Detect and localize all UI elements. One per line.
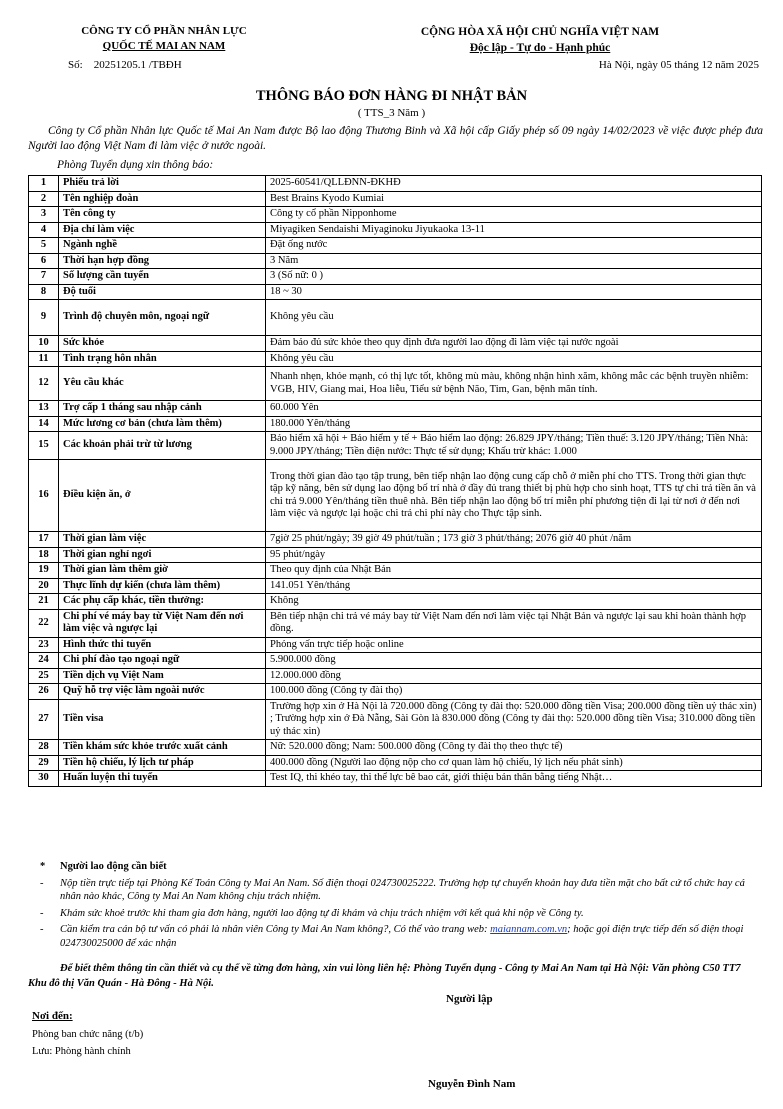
row-number: 4 (29, 222, 59, 238)
nation-title: CỘNG HÒA XÃ HỘI CHỦ NGHĨA VIỆT NAM (420, 26, 660, 38)
row-label: Huấn luyện thi tuyển (59, 771, 266, 787)
asterisk-icon: * (40, 861, 46, 872)
notes-heading (38, 860, 758, 874)
table-row (29, 416, 762, 432)
row-number: 25 (29, 668, 59, 684)
row-number: 7 (29, 269, 59, 285)
document-date: Hà Nội, ngày 05 tháng 12 năm 2025 (598, 59, 759, 71)
row-number: 28 (29, 740, 59, 756)
row-label: Độ tuổi (59, 284, 266, 300)
row-label: Thời hạn hợp đồng (59, 253, 266, 269)
table-row (29, 740, 762, 756)
table-row (29, 684, 762, 700)
signer-name: Nguyễn Đình Nam (428, 1078, 516, 1090)
row-label: Mức lương cơ bản (chưa làm thêm) (59, 416, 266, 432)
row-number: 6 (29, 253, 59, 269)
row-label: Tên nghiệp đoàn (59, 191, 266, 207)
table-row (29, 594, 762, 610)
row-label: Trợ cấp 1 tháng sau nhập cảnh (59, 401, 266, 417)
company-header (44, 24, 284, 54)
note-item (38, 877, 758, 904)
row-value: 5.900.000 đồng (266, 653, 762, 669)
document-subtitle: ( TTS_3 Năm ) (357, 107, 426, 119)
row-value: 400.000 đồng (Người lao động nộp cho cơ quan làm hộ chiếu, lý lịch nếu phát sinh) (266, 755, 762, 771)
row-value: Không yêu cầu (266, 351, 762, 367)
row-value: Trong thời gian đào tạo tập trung, bên tiếp nhận lao động cung cấp chỗ ở miễn phí cho TTS. Trong thời gian thực tập kỹ năng, bên sử dụng lao động bố trí nhà ở đầy đủ trang thiết bị phù hợp cho sinh hoạt, TTS tự chi trả tiền ăn và chi trả 9.000 Yên/tháng tiền thuê nhà. Bên tiếp nhận lao động bố trí miễn phí phương tiện đi lại từ nơi ở đến nơi làm việc và ngược lại hoặc chi trả chi phí này cho Thực tập sinh. (266, 460, 762, 532)
row-number: 20 (29, 578, 59, 594)
row-value: 95 phút/ngày (266, 547, 762, 563)
row-label: Chi phí đào tạo ngoại ngữ (59, 653, 266, 669)
table-row (29, 336, 762, 352)
table-row (29, 207, 762, 223)
row-value: Nữ: 520.000 đồng; Nam: 500.000 đồng (Công ty đài thọ theo thực tế) (266, 740, 762, 756)
notes-heading-text: Người lao động cần biết (60, 861, 167, 872)
recipient-item: Lưu: Phòng hành chính (32, 1046, 131, 1057)
row-number: 8 (29, 284, 59, 300)
contact-paragraph: Để biết thêm thông tin cần thiết và cụ thể về từng đơn hàng, xin vui lòng liên hệ: Phòng Tuyển dụng - Công ty Mai An Nam tại Hà Nội: Văn phòng C50 TT7 Khu đô thị Văn Quán - Hà Đông - Hà Nội. (28, 963, 741, 989)
table-row (29, 222, 762, 238)
row-label: Số lượng cần tuyển (59, 269, 266, 285)
row-value: 12.000.000 đồng (266, 668, 762, 684)
row-value: 3 (Số nữ: 0 ) (266, 269, 762, 285)
row-label: Trình độ chuyên môn, ngoại ngữ (59, 300, 266, 336)
row-value: Miyagiken Sendaishi Miyaginoku Jiyukaoka 13-11 (266, 222, 762, 238)
row-number: 21 (29, 594, 59, 610)
row-number: 26 (29, 684, 59, 700)
table-row (29, 653, 762, 669)
document-number (68, 59, 182, 71)
table-row (29, 284, 762, 300)
recipients-label: Nơi đến: (32, 1010, 73, 1022)
table-row (29, 460, 762, 532)
table-row (29, 609, 762, 637)
table-row (29, 547, 762, 563)
table-row (29, 351, 762, 367)
nation-motto: Độc lập - Tự do - Hạnh phúc (469, 42, 611, 54)
row-number: 12 (29, 367, 59, 401)
row-label: Các khoản phải trừ từ lương (59, 432, 266, 460)
row-value: Không yêu cầu (266, 300, 762, 336)
table-row (29, 432, 762, 460)
table-row (29, 532, 762, 548)
nation-header (370, 24, 710, 56)
row-value: 7giờ 25 phút/ngày; 39 giờ 49 phút/tuần ; 173 giờ 3 phút/tháng; 2076 giờ 40 phút /năm (266, 532, 762, 548)
table-row (29, 238, 762, 254)
note-item-text: Khám sức khoẻ trước khi tham gia đơn hàng, người lao động tự đi khám và chịu trách nhiệm với kết quả khi nộp về Công ty. (60, 907, 584, 919)
row-label: Tiền dịch vụ Việt Nam (59, 668, 266, 684)
table-row (29, 578, 762, 594)
row-number: 17 (29, 532, 59, 548)
note-item-text: Nộp tiền trực tiếp tại Phòng Kế Toán Công ty Mai An Nam. Số điện thoại 024730025222. Trường hợp tự chuyển khoản hay đưa tiền mặt cho bất cứ tổ chức hay cá nhân nào khác, Công ty Mai An Nam không chịu trách nhiệm. (60, 877, 745, 902)
prepared-by-label: Người lập (446, 993, 493, 1005)
row-number: 18 (29, 547, 59, 563)
bullet-dash-icon: - (40, 877, 44, 889)
row-label: Tiền khám sức khỏe trước xuất cảnh (59, 740, 266, 756)
row-label: Thời gian làm thêm giờ (59, 563, 266, 579)
row-label: Địa chỉ làm việc (59, 222, 266, 238)
document-number-label: Số: (68, 59, 83, 71)
row-value: Công ty cổ phần Nipponhome (266, 207, 762, 223)
bullet-dash-icon: - (40, 924, 44, 935)
row-number: 16 (29, 460, 59, 532)
row-value: 60.000 Yên (266, 401, 762, 417)
row-value: 18 ~ 30 (266, 284, 762, 300)
row-value: Đảm bảo đủ sức khỏe theo quy định đưa người lao động đi làm việc tại nước ngoài (266, 336, 762, 352)
row-number: 23 (29, 637, 59, 653)
table-row (29, 269, 762, 285)
order-details-table (28, 175, 762, 787)
table-row (29, 367, 762, 401)
row-value: Không (266, 594, 762, 610)
row-value: Nhanh nhẹn, khỏe mạnh, có thị lực tốt, không mù màu, không nhận hình xăm, không mắc các bệnh truyền nhiễm: VGB, HIV, Giang mai, Hoa liễu, Tiểu sử bệnh Não, Tim, Gan, bệnh mãn tính. (266, 367, 762, 401)
row-number: 30 (29, 771, 59, 787)
row-value: 2025-60541/QLLĐNN-ĐKHĐ (266, 176, 762, 192)
document-title: THÔNG BÁO ĐƠN HÀNG ĐI NHẬT BẢN (255, 88, 528, 104)
row-number: 29 (29, 755, 59, 771)
bullet-dash-icon: - (40, 907, 44, 919)
row-value: Theo quy định của Nhật Bản (266, 563, 762, 579)
row-label: Ngành nghề (59, 238, 266, 254)
row-number: 22 (29, 609, 59, 637)
row-number: 27 (29, 699, 59, 740)
document-number-value: 20251205.1 /TBĐH (93, 59, 182, 71)
table-row (29, 401, 762, 417)
row-value: Best Brains Kyodo Kumiai (266, 191, 762, 207)
table-row (29, 668, 762, 684)
row-number: 24 (29, 653, 59, 669)
row-label: Quỹ hỗ trợ việc làm ngoài nước (59, 684, 266, 700)
row-number: 15 (29, 432, 59, 460)
row-number: 3 (29, 207, 59, 223)
note-item (38, 907, 758, 921)
worker-notes (38, 860, 758, 953)
row-value: 180.000 Yên/tháng (266, 416, 762, 432)
row-label: Tiền hộ chiếu, lý lịch tư pháp (59, 755, 266, 771)
row-number: 5 (29, 238, 59, 254)
row-label: Thực lĩnh dự kiến (chưa làm thêm) (59, 578, 266, 594)
row-label: Hình thức thi tuyển (59, 637, 266, 653)
row-number: 1 (29, 176, 59, 192)
row-label: Tình trạng hôn nhân (59, 351, 266, 367)
recipient-item: Phòng ban chức năng (t/b) (32, 1029, 144, 1040)
table-row (29, 637, 762, 653)
row-label: Điều kiện ăn, ở (59, 460, 266, 532)
table-row (29, 253, 762, 269)
row-value: Đặt ống nước (266, 238, 762, 254)
row-value: Bên tiếp nhận chi trả vé máy bay từ Việt Nam đến nơi làm việc tại Nhật Bản và ngược lại sau khi hoàn thành hợp đồng. (266, 609, 762, 637)
row-value: 141.051 Yên/tháng (266, 578, 762, 594)
website-link[interactable]: maiannam.com.vn (490, 924, 568, 935)
note-item-text-post: ; hoặc gọi điện trực tiếp đến số điện thoại 024730025000 để xác nhận (60, 924, 744, 949)
row-number: 13 (29, 401, 59, 417)
order-details-body (29, 176, 762, 787)
row-value: Test IQ, thi khéo tay, thi thể lực bê bao cát, giới thiệu bản thân bằng tiếng Nhật… (266, 771, 762, 787)
table-row (29, 699, 762, 740)
table-row (29, 755, 762, 771)
table-row (29, 300, 762, 336)
row-label: Sức khỏe (59, 336, 266, 352)
row-number: 14 (29, 416, 59, 432)
notice-line: Phòng Tuyển dụng xin thông báo: (57, 159, 214, 171)
company-name-line2: QUỐC TẾ MAI AN NAM (102, 40, 226, 52)
row-value: 100.000 đồng (Công ty đài thọ) (266, 684, 762, 700)
row-value: Trường hợp xin ở Hà Nội là 720.000 đồng (Công ty đài thọ: 520.000 đồng tiền Visa; 200.000 đồng tiền uỷ thác xin) ; Trường hợp xin ở Đà Nẵng, Sài Gòn là 830.000 đồng (Công ty đài thọ: 520.000 đồng tiền Visa; 310.000 đồng tiền uỷ thác xin) (266, 699, 762, 740)
row-label: Chi phí vé máy bay từ Việt Nam đến nơi làm việc và ngược lại (59, 609, 266, 637)
row-label: Thời gian nghỉ ngơi (59, 547, 266, 563)
row-label: Phiếu trả lời (59, 176, 266, 192)
table-row (29, 771, 762, 787)
row-value: 3 Năm (266, 253, 762, 269)
row-number: 9 (29, 300, 59, 336)
note-item (38, 923, 758, 950)
row-label: Thời gian làm việc (59, 532, 266, 548)
table-row (29, 176, 762, 192)
company-name-line1: CÔNG TY CỔ PHẦN NHÂN LỰC (81, 25, 247, 37)
row-label: Tên công ty (59, 207, 266, 223)
row-value: Bảo hiểm xã hội + Bảo hiểm y tế + Bảo hiểm lao động: 26.829 JPY/tháng; Tiền thuế: 3.120 JPY/tháng; Tiền Nhà: 9.000 JPY/tháng; Tiền điện nước: Thực tế sử dụng; Khấu trừ khác: 1.000 (266, 432, 762, 460)
row-number: 10 (29, 336, 59, 352)
table-row (29, 563, 762, 579)
row-number: 19 (29, 563, 59, 579)
row-label: Yêu cầu khác (59, 367, 266, 401)
row-label: Các phụ cấp khác, tiền thưởng: (59, 594, 266, 610)
intro-paragraph: Công ty Cổ phần Nhân lực Quốc tế Mai An Nam được Bộ lao động Thương Binh và Xã hội cấp Giấy phép số 09 ngày 14/02/2023 về việc được phép đưa Người lao động Việt Nam đi làm việc ở nước ngoài. (28, 125, 763, 152)
row-number: 2 (29, 191, 59, 207)
row-value: Phỏng vấn trực tiếp hoặc online (266, 637, 762, 653)
row-number: 11 (29, 351, 59, 367)
note-item-text-pre: Cần kiểm tra cán bộ tư vấn có phải là nhân viên Công ty Mai An Nam không?, Có thể vào trang web: (60, 924, 491, 935)
table-row (29, 191, 762, 207)
row-label: Tiền visa (59, 699, 266, 740)
